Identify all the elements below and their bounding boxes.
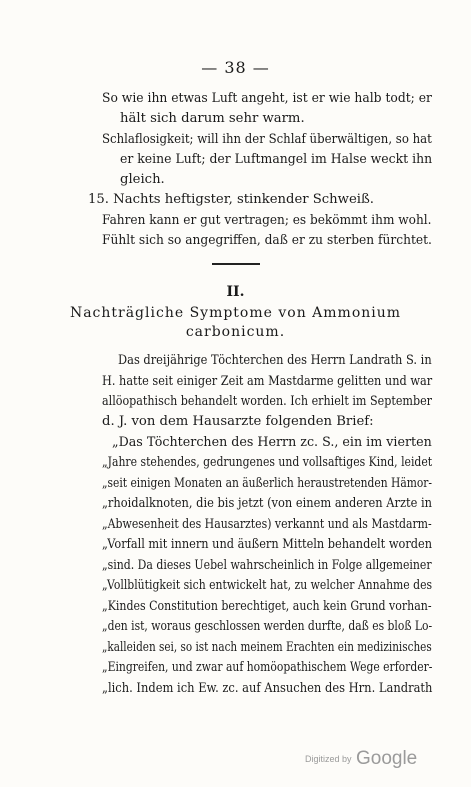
text-line: Fahren kann er gut vertragen; es bekömmt ihm wohl. [102, 213, 432, 228]
text-line: gleich. [120, 172, 165, 187]
text-line: „Jahre stehendes, gedrungenes und vollsaftiges Kind, leidet [102, 455, 433, 470]
section-divider [212, 263, 260, 265]
text-line: „Das Töchterchen des Herrn zc. S., ein im vierten [112, 435, 432, 450]
text-line: „Kindes Constitution berechtiget, auch kein Grund vorhan- [102, 599, 432, 614]
text-line: er keine Luft; der Luftmangel im Halse weckt ihn [120, 152, 433, 167]
text-line: „kalleiden sei, so ist nach meinem Erachten ein medizinisches [102, 640, 432, 655]
page-number: — 38 — [201, 58, 270, 77]
text-line: „sind. Da dieses Uebel wahrscheinlich in Folge allgemeiner [102, 558, 432, 573]
text-line: Schlaflosigkeit; will ihn der Schlaf überwältigen, so hat [102, 132, 432, 147]
text-line: So wie ihn etwas Luft angeht, ist er wie halb todt; er [102, 91, 432, 106]
google-logo: Google [355, 748, 418, 769]
text-line: „Vorfall mit innern und äußern Mitteln behandelt worden [102, 537, 433, 552]
text-line: „Eingreifen, und zwar auf homöopathischem Wege erforder- [102, 660, 433, 675]
text-line: „Vollblütigkeit sich entwickelt hat, zu welcher Annahme des [102, 578, 433, 593]
text-line: „den ist, woraus geschlossen werden durfte, daß es bloß Lo- [102, 619, 433, 634]
text-line: „rhoidalknoten, die bis jetzt (von einem anderen Arzte in [102, 496, 432, 511]
watermark-prefix: Digitized by [305, 754, 352, 764]
google-watermark [305, 748, 417, 770]
section-number: II. [226, 284, 245, 300]
text-line: Fühlt sich so angegriffen, daß er zu sterben fürchtet. [102, 233, 432, 248]
text-line: H. hatte seit einiger Zeit am Mastdarme gelitten und war [102, 374, 433, 389]
text-line: 15. Nachts heftigster, stinkender Schweiß. [88, 192, 374, 207]
text-line: Das dreijährige Töchterchen des Herrn Landrath S. in [118, 353, 432, 368]
text-line: d. J. von dem Hausarzte folgenden Brief: [102, 414, 374, 429]
text-line: „lich. Indem ich Ew. zc. auf Ansuchen des Hrn. Landrath [102, 681, 433, 696]
text-line: allöopathisch behandelt worden. Ich erhielt im September [102, 394, 433, 409]
section-heading-line2: carbonicum. [185, 324, 286, 340]
text-line: „Abwesenheit des Hausarztes) verkannt und als Mastdarm- [102, 517, 432, 532]
text-line: „seit einigen Monaten an äußerlich heraustretenden Hämor- [102, 476, 433, 491]
section-heading-line1: Nachträgliche Symptome von Ammonium [69, 305, 402, 321]
text-line: hält sich darum sehr warm. [120, 111, 305, 126]
